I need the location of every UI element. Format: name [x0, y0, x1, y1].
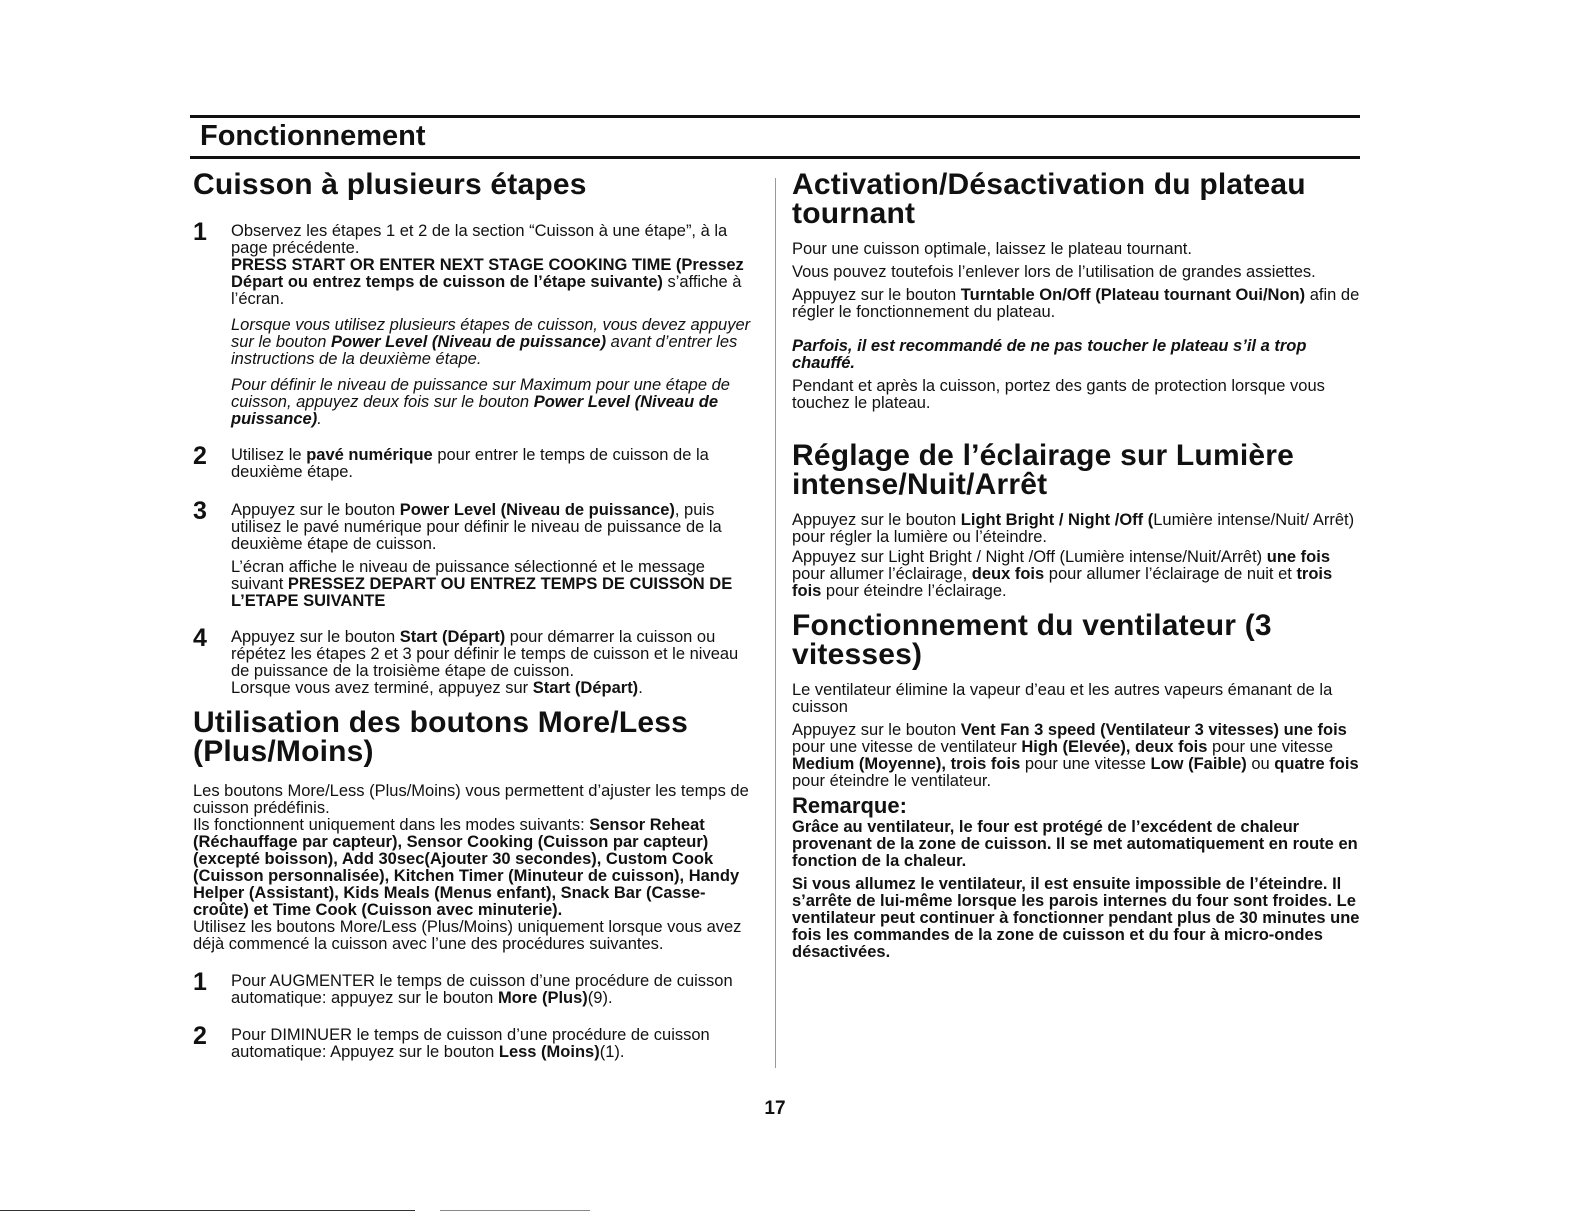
more-less-title: Utilisation des boutons More/Less (Plus/Moins) — [193, 706, 688, 768]
light-text — [792, 512, 1360, 546]
text: , puis utilisez le pavé numérique pour définir le niveau de puissance de la deuxième étape de cuisson. — [231, 501, 722, 553]
modes-list: Sensor Reheat (Réchauffage par capteur), Sensor Cooking (Cuisson par capteur)(excepté boisson), Add 30sec(Ajouter 30 secondes), Custom Cook (Cuisson personnalisée), Kitchen Timer (Minuteur de cuisson), Handy Helper (Assistant), Kids Meals (Menus enfant), Snack Bar (Casse-croûte) et Time Cook (Cuisson avec minuterie). — [193, 816, 740, 919]
step-number: 2 — [193, 442, 207, 470]
turntable-section — [792, 170, 1360, 412]
light-text — [792, 549, 1360, 600]
press-count: quatre fois — [1274, 755, 1359, 773]
speed-name: Low (Faible) — [1150, 755, 1247, 773]
multi-step-1 — [193, 218, 761, 428]
text: Appuyez sur le bouton — [792, 511, 961, 529]
step-number: 2 — [193, 1022, 207, 1050]
step-display-message — [231, 559, 761, 610]
remark-text: Si vous allumez le ventilateur, il est ensuite impossible de l’éteindre. Il s’arrête de lui-même lorsque les parois internes du four sont froides. Le ventilateur peut continuer à fonctionner pendant plus de 30 minutes une fois les commandes de la zone de cuisson et du four à micro-ondes désactivées. — [792, 875, 1360, 961]
text: Ils fonctionnent uniquement dans les modes suivants: — [193, 816, 590, 834]
text: pour démarrer la cuisson ou répétez les étapes 2 et 3 pour définir le temps de cuisson et le niveau de puissance de la troisième étape de cuisson. — [231, 628, 739, 680]
scan-edge-line — [440, 1210, 590, 1211]
step-display-message — [231, 257, 761, 308]
fan-text: Le ventilateur élimine la vapeur d’eau et les autres vapeurs émanant de la cuisson — [792, 681, 1333, 716]
fan-text — [792, 722, 1360, 790]
step-text — [231, 502, 761, 553]
turntable-warning: Parfois, il est recommandé de ne pas toucher le plateau s’il a trop chauffé. — [792, 337, 1307, 372]
text: pour allumer l’éclairage de nuit et — [1044, 565, 1297, 583]
button-name: More (Plus) — [497, 989, 588, 1007]
note-text: Lorsque vous utilisez plusieurs étapes de cuisson, vous devez appuyer sur le bouton — [231, 316, 751, 351]
step-number: 3 — [193, 497, 207, 525]
scan-edge-line — [0, 1210, 415, 1211]
step-note — [231, 377, 761, 428]
button-name: Start (Départ) — [399, 628, 506, 646]
turntable-text: Vous pouvez toutefois l’enlever lors de l’utilisation de grandes assiettes. — [792, 263, 1316, 281]
text: Lumière intense/Nuit/ Arrêt) pour régler la lumière ou l’éteindre. — [792, 511, 1355, 546]
text: . — [638, 679, 643, 697]
right-column — [792, 170, 1360, 961]
text: pour une vitesse de ventilateur — [792, 738, 1022, 756]
page-number: 17 — [764, 1098, 786, 1119]
text: pour une vitesse — [1207, 738, 1334, 756]
multi-step-4 — [193, 624, 761, 697]
text: pour éteindre l’éclairage. — [821, 582, 1007, 600]
text: pour allumer l’éclairage, — [792, 565, 972, 583]
note-text: avant d’entrer les instructions de la deuxième étape. — [231, 333, 738, 368]
text: Appuyez sur le bouton — [792, 286, 961, 304]
light-title: Réglage de l’éclairage sur Lumière intense/Nuit/Arrêt — [792, 439, 1295, 501]
step-text — [231, 447, 761, 481]
text: pour éteindre le ventilateur. — [792, 772, 992, 790]
text: Appuyez sur le bouton — [231, 628, 400, 646]
step-number: 1 — [193, 218, 207, 246]
press-count: trois fois — [792, 565, 1333, 600]
step-note — [231, 317, 761, 368]
text: Utilisez le — [231, 446, 307, 464]
button-name: Light Bright / Night /Off ( — [960, 511, 1154, 529]
turntable-text: Pendant et après la cuisson, portez des gants de protection lorsque vous touchez le plateau. — [792, 377, 1325, 412]
text: afin de régler le fonctionnement du plateau. — [792, 286, 1360, 321]
display-message-text: PRESSEZ DEPART OU ENTREZ TEMPS DE CUISSON DE L’ETAPE SUIVANTE — [231, 575, 733, 610]
step-text: Observez les étapes 1 et 2 de la section “Cuisson à une étape”, à la page précédente. — [231, 222, 728, 257]
button-name: Vent Fan 3 speed (Ventilateur 3 vitesses) une fois — [960, 721, 1347, 739]
note-button-name: Power Level (Niveau de puissance) — [330, 333, 607, 351]
press-count: une fois — [1266, 548, 1331, 566]
multi-stage-title: Cuisson à plusieurs étapes — [193, 168, 587, 201]
multi-stage-section — [193, 170, 761, 697]
more-less-step-2 — [193, 1022, 761, 1061]
text: pour entrer le temps de cuisson de la deuxième étape. — [231, 446, 709, 481]
text: Appuyez sur le bouton — [792, 721, 961, 739]
text: (9). — [587, 989, 613, 1007]
more-less-step-1 — [193, 968, 761, 1007]
fan-title: Fonctionnement du ventilateur (3 vitesses) — [792, 609, 1272, 671]
keypad-name: pavé numérique — [306, 446, 433, 464]
text: Lorsque vous avez terminé, appuyez sur — [231, 679, 533, 697]
more-less-intro: Les boutons More/Less (Plus/Moins) vous permettent d’ajuster les temps de cuisson prédéfinis. — [193, 782, 749, 817]
speed-name: High (Elevée), deux fois — [1021, 738, 1208, 756]
button-name: Less (Moins) — [498, 1043, 600, 1061]
button-name: Power Level (Niveau de puissance) — [399, 501, 675, 519]
more-less-section — [193, 708, 761, 1061]
button-name: Turntable On/Off (Plateau tournant Oui/Non) — [960, 286, 1306, 304]
display-message-text: PRESS START OR ENTER NEXT STAGE COOKING TIME (Pressez Départ ou entrez temps de cuisson de l’étape suivante) — [231, 256, 744, 291]
step-number: 1 — [193, 968, 207, 996]
section-header-title: Fonctionnement — [200, 120, 426, 152]
text: L’écran affiche le niveau de puissance sélectionné et le message suivant — [231, 558, 705, 593]
text: Appuyez sur Light Bright / Night /Off (Lumière intense/Nuit/Arrêt) — [792, 548, 1267, 566]
multi-step-2 — [193, 442, 761, 481]
light-section — [792, 441, 1360, 600]
turntable-text: Pour une cuisson optimale, laissez le plateau tournant. — [792, 240, 1192, 258]
column-divider — [775, 178, 776, 1068]
speed-name: Medium (Moyenne), trois fois — [792, 755, 1021, 773]
header-bottom-rule — [190, 156, 1360, 159]
step-number: 4 — [193, 624, 207, 652]
step-text — [231, 973, 761, 1007]
more-less-modes — [193, 817, 761, 919]
text: Appuyez sur le bouton — [231, 501, 400, 519]
text: Pour AUGMENTER le temps de cuisson d’une procédure de cuisson automatique: appuyez sur le bouton — [231, 972, 733, 1007]
turntable-text — [792, 287, 1360, 321]
step-text-rest: s’affiche à l’écran. — [231, 273, 742, 308]
press-count: deux fois — [971, 565, 1045, 583]
note-button-name: Power Level (Niveau de puissance) — [231, 393, 719, 428]
more-less-usage: Utilisez les boutons More/Less (Plus/Moins) uniquement lorsque vous avez déjà commencé la cuisson avec l’une des procédures suivantes. — [193, 918, 742, 953]
remark-title: Remarque: — [792, 793, 907, 818]
step-text — [231, 680, 761, 697]
left-column — [193, 170, 761, 1061]
step-text — [231, 1027, 761, 1061]
remark-text: Grâce au ventilateur, le four est protégé de l’excédent de chaleur provenant de la zone de cuisson. Il se met automatiquement en route en fonction de la chaleur. — [792, 818, 1358, 870]
text: pour une vitesse — [1020, 755, 1151, 773]
step-text — [231, 629, 761, 680]
text: Pour DIMINUER le temps de cuisson d’une procédure de cuisson automatique: Appuyez sur le bouton — [231, 1026, 710, 1061]
turntable-title: Activation/Désactivation du plateau tournant — [792, 168, 1306, 230]
text: ou — [1246, 755, 1275, 773]
button-name: Start (Départ) — [532, 679, 639, 697]
note-text: Pour définir le niveau de puissance sur Maximum pour une étape de cuisson, appuyez deux fois sur le bouton — [231, 376, 730, 411]
note-text: . — [317, 410, 322, 428]
multi-step-3 — [193, 497, 761, 610]
fan-section — [792, 611, 1360, 961]
text: (1). — [599, 1043, 625, 1061]
